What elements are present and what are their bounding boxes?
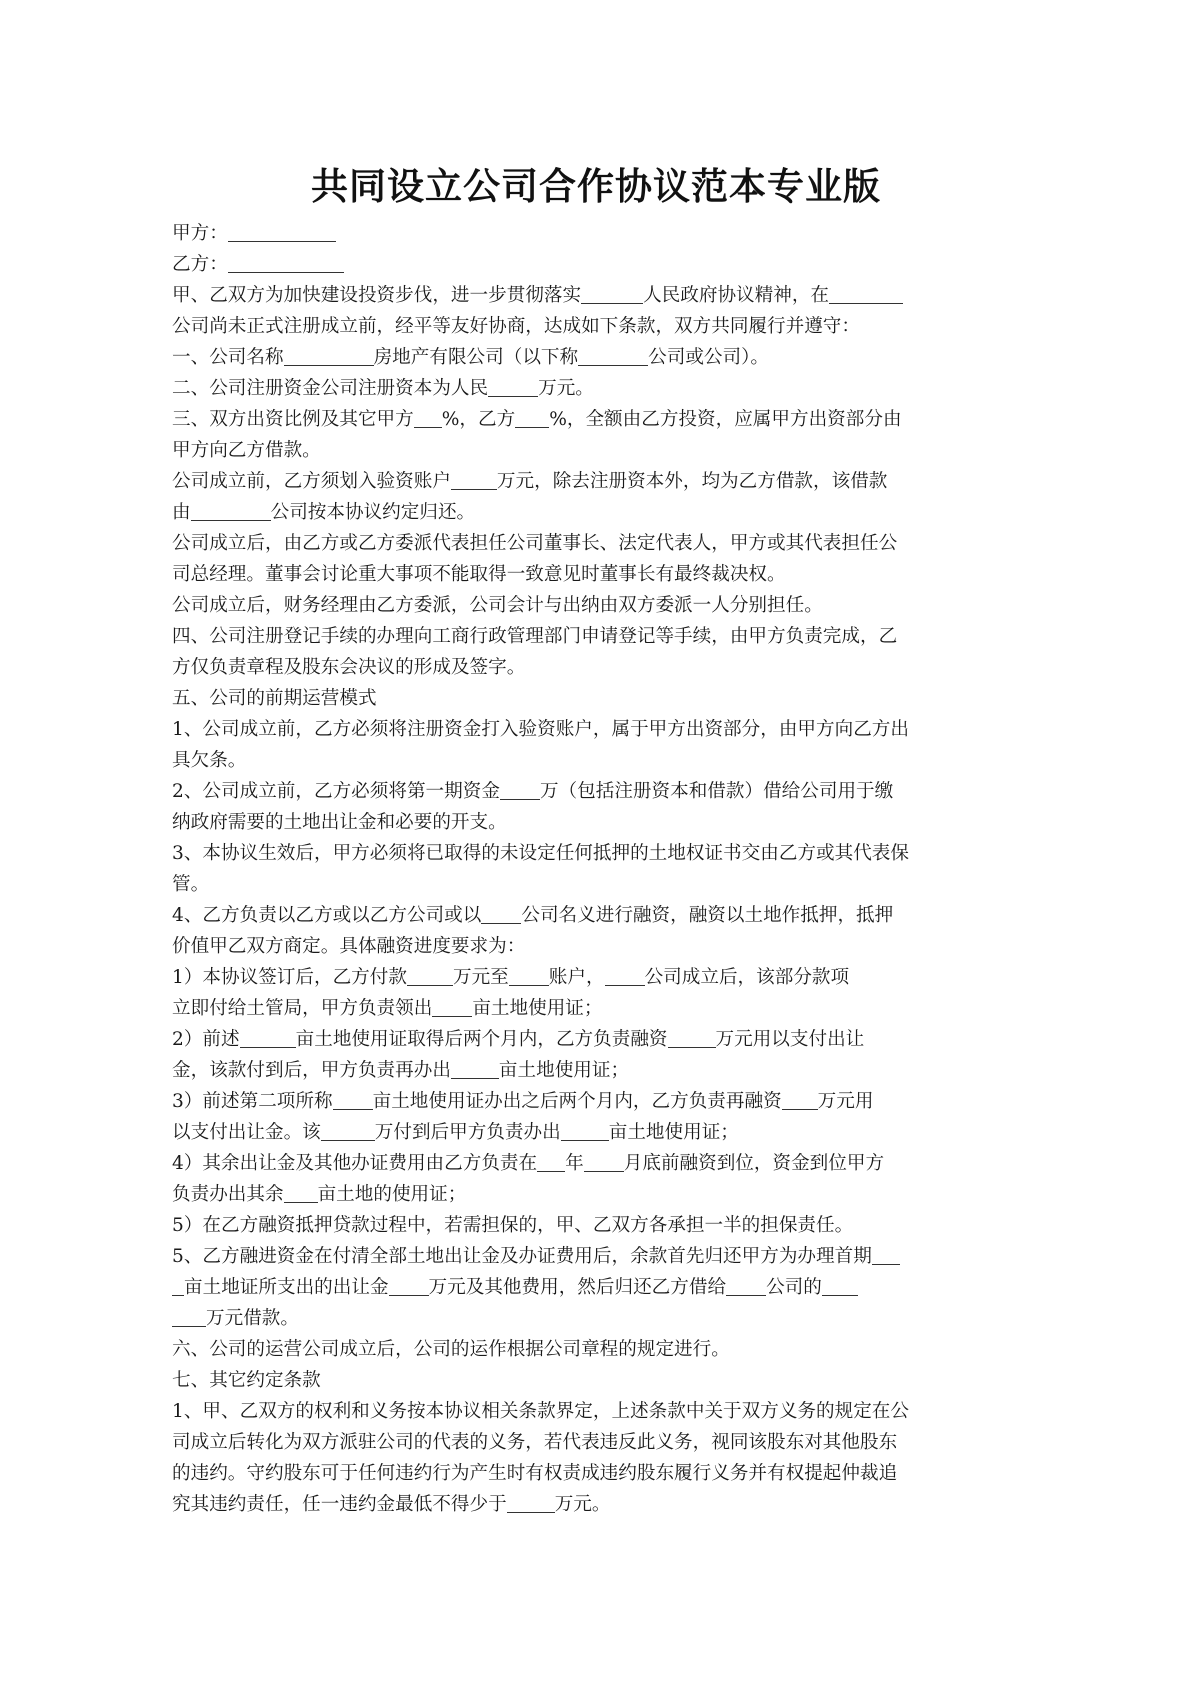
text-line [172, 1148, 1020, 1179]
text-segment: 万元用 [817, 1091, 874, 1112]
text-segment: 亩土地证所支出的出让金 [184, 1277, 389, 1298]
fill-in-blank [581, 283, 643, 304]
text-line [172, 683, 1020, 714]
text-segment: 公司按本协议约定归还。 [270, 502, 476, 523]
text-line [172, 249, 1020, 280]
text-segment: 万元用以支付出让 [715, 1029, 865, 1050]
text-line [172, 869, 1020, 900]
text-line [172, 807, 1020, 838]
text-segment: 1、公司成立前，乙方必须将注册资金打入验资账户，属于甲方出资部分，由甲方向乙方出 [172, 719, 909, 740]
text-segment: 2）前述 [172, 1029, 240, 1050]
text-segment: 甲、乙双方为加快建设投资步伐，进一步贯彻落实 [172, 285, 582, 306]
fill-in-blank [872, 1244, 900, 1265]
text-segment: 4、乙方负责以乙方或以乙方公司或以 [172, 905, 482, 926]
fill-in-blank [407, 965, 453, 986]
text-segment: 4）其余出让金及其他办证费用由乙方负责在 [172, 1153, 538, 1174]
text-segment: 立即付给土管局，甲方负责领出 [172, 998, 433, 1019]
fill-in-blank [333, 1089, 373, 1110]
text-segment: 5）在乙方融资抵押贷款过程中，若需担保的，甲、乙双方各承担一半的担保责任。 [172, 1215, 854, 1236]
fill-in-blank [668, 1027, 716, 1048]
text-segment: 公司尚未正式注册成立前，经平等友好协商，达成如下条款，双方共同履行并遵守： [172, 316, 860, 337]
fill-in-blank [500, 779, 540, 800]
fill-in-blank [537, 1151, 565, 1172]
text-segment: 公司或公司）。 [648, 347, 769, 368]
fill-in-blank [578, 345, 648, 366]
text-segment: 公司成立后，该部分款项 [644, 967, 850, 988]
text-segment: 房地产有限公司（以下称 [373, 347, 579, 368]
text-segment: %，乙方 [441, 409, 516, 430]
text-segment: 具欠条。 [172, 750, 247, 771]
text-segment: 司总经理。董事会讨论重大事项不能取得一致意见时董事长有最终裁决权。 [172, 564, 786, 585]
text-line [172, 1210, 1020, 1241]
text-line [172, 776, 1020, 807]
text-segment: 亩土地使用证取得后两个月内，乙方负责融资 [295, 1029, 668, 1050]
text-segment: 万元，除去注册资本外，均为乙方借款，该借款 [496, 471, 888, 492]
text-segment: 公司名义进行融资，融资以土地作抵押，抵押 [521, 905, 894, 926]
fill-in-blank [284, 345, 374, 366]
fill-in-blank [822, 1275, 858, 1296]
text-segment: 账户， [548, 967, 605, 988]
text-line [172, 466, 1020, 497]
text-line [172, 1086, 1020, 1117]
text-segment: 四、公司注册登记手续的办理向工商行政管理部门申请登记等手续，由甲方负责完成，乙 [172, 626, 898, 647]
text-line [172, 1396, 1020, 1427]
text-line [172, 1458, 1020, 1489]
text-segment: 公司的 [766, 1277, 822, 1298]
text-line [172, 1241, 1020, 1272]
text-segment: 年 [565, 1153, 584, 1174]
text-segment: 一、公司名称 [172, 347, 284, 368]
text-segment: 甲方： [172, 223, 228, 244]
fill-in-blank [782, 1089, 818, 1110]
fill-in-blank [228, 252, 344, 273]
text-segment: 五、公司的前期运营模式 [172, 688, 377, 709]
text-segment: 亩土地使用证； [498, 1060, 630, 1081]
text-line [172, 652, 1020, 683]
text-segment: 的违约。守约股东可于任何违约行为产生时有权责成违约股东履行义务并有权提起仲裁追 [172, 1463, 898, 1484]
text-line [172, 1365, 1020, 1396]
fill-in-blank [451, 1058, 499, 1079]
fill-in-blank [414, 407, 442, 428]
text-line [172, 1055, 1020, 1086]
text-line [172, 900, 1020, 931]
text-line [172, 218, 1020, 249]
fill-in-blank [284, 1182, 318, 1203]
text-segment: 1）本协议签订后，乙方付款 [172, 967, 407, 988]
fill-in-blank [451, 469, 497, 490]
fill-in-blank [321, 1120, 375, 1141]
text-segment: 3、本协议生效后，甲方必须将已取得的未设定任何抵押的土地权证书交由乙方或其代表保 [172, 843, 909, 864]
text-line [172, 1427, 1020, 1458]
text-segment: 究其违约责任，任一违约金最低不得少于 [172, 1494, 507, 1515]
text-line [172, 962, 1020, 993]
text-line [172, 1272, 1020, 1303]
text-line [172, 590, 1020, 621]
fill-in-blank [488, 376, 538, 397]
fill-in-blank [172, 1275, 184, 1296]
text-line [172, 1024, 1020, 1055]
fill-in-blank [228, 221, 336, 242]
text-segment: 万元。 [554, 1494, 611, 1515]
text-line [172, 404, 1020, 435]
fill-in-blank [561, 1120, 609, 1141]
text-line [172, 1303, 1020, 1334]
text-segment: 万付到后甲方负责办出 [374, 1122, 561, 1143]
text-segment: 2、公司成立前，乙方必须将第一期资金 [172, 781, 500, 802]
fill-in-blank [726, 1275, 766, 1296]
text-segment: 亩土地使用证； [472, 998, 603, 1019]
text-line [172, 1179, 1020, 1210]
text-segment: 亩土地的使用证； [317, 1184, 467, 1205]
fill-in-blank [584, 1151, 624, 1172]
text-segment: 月底前融资到位，资金到位甲方 [623, 1153, 885, 1174]
text-segment: 由 [172, 502, 191, 523]
text-segment: 3）前述第二项所称 [172, 1091, 333, 1112]
text-segment: 公司成立后，由乙方或乙方委派代表担任公司董事长、法定代表人，甲方或其代表担任公 [172, 533, 898, 554]
text-segment: %，全额由乙方投资，应属甲方出资部分由 [549, 409, 902, 430]
text-line [172, 373, 1020, 404]
text-segment: 二、公司注册资金公司注册资本为人民 [172, 378, 489, 399]
text-line [172, 838, 1020, 869]
document-body [172, 218, 1020, 1520]
text-line [172, 435, 1020, 466]
text-segment: 万元及其他费用，然后归还乙方借给 [428, 1277, 727, 1298]
text-line [172, 559, 1020, 590]
text-segment: 以支付出让金。该 [172, 1122, 321, 1143]
text-segment: 1、甲、乙双方的权利和义务按本协议相关条款界定，上述条款中关于双方义务的规定在公 [172, 1401, 909, 1422]
fill-in-blank [389, 1275, 429, 1296]
fill-in-blank [481, 903, 521, 924]
fill-in-blank [605, 965, 645, 986]
text-segment: 万元至 [452, 967, 509, 988]
text-segment: 三、双方出资比例及其它甲方 [172, 409, 414, 430]
text-segment: 公司成立前，乙方须划入验资账户 [172, 471, 451, 492]
text-line [172, 931, 1020, 962]
fill-in-blank [172, 1306, 206, 1327]
document-title: 共同设立公司合作协议范本专业版 [311, 165, 881, 208]
fill-in-blank [432, 996, 472, 1017]
text-segment: 价值甲乙双方商定。具体融资进度要求为： [172, 936, 526, 957]
text-segment: 人民政府协议精神，在 [643, 285, 830, 306]
text-line [172, 1117, 1020, 1148]
text-segment: 纳政府需要的土地出让金和必要的开支。 [172, 812, 507, 833]
text-line [172, 1334, 1020, 1365]
text-line [172, 714, 1020, 745]
text-line [172, 497, 1020, 528]
text-segment: 甲方向乙方借款。 [172, 440, 321, 461]
text-segment: 亩土地使用证办出之后两个月内，乙方负责再融资 [372, 1091, 782, 1112]
fill-in-blank [191, 500, 271, 521]
text-segment: 管。 [172, 874, 210, 895]
text-segment: 金，该款付到后，甲方负责再办出 [172, 1060, 451, 1081]
text-line [172, 280, 1020, 311]
text-line [172, 528, 1020, 559]
text-segment: 乙方： [172, 254, 228, 275]
fill-in-blank [829, 283, 903, 304]
text-line [172, 1489, 1020, 1520]
text-segment: 六、公司的运营公司成立后，公司的运作根据公司章程的规定进行。 [172, 1339, 730, 1360]
text-line [172, 342, 1020, 373]
text-segment: 万（包括注册资本和借款）借给公司用于缴 [539, 781, 894, 802]
text-segment: 七、其它约定条款 [172, 1370, 321, 1391]
text-segment: 万元。 [538, 378, 594, 399]
fill-in-blank [509, 965, 549, 986]
text-segment: 5、乙方融进资金在付清全部土地出让金及办证费用后，余款首先归还甲方为办理首期 [172, 1246, 872, 1267]
text-segment: 万元借款。 [206, 1308, 299, 1329]
text-segment: 公司成立后，财务经理由乙方委派，公司会计与出纳由双方委派一人分别担任。 [172, 595, 823, 616]
text-line [172, 993, 1020, 1024]
text-segment: 司成立后转化为双方派驻公司的代表的义务，若代表违反此义务，视同该股东对其他股东 [172, 1432, 898, 1453]
fill-in-blank [515, 407, 549, 428]
fill-in-blank [240, 1027, 296, 1048]
text-line [172, 311, 1020, 342]
text-line [172, 745, 1020, 776]
text-line [172, 621, 1020, 652]
fill-in-blank [507, 1492, 555, 1513]
text-segment: 负责办出其余 [172, 1184, 284, 1205]
text-segment: 亩土地使用证； [608, 1122, 739, 1143]
text-segment: 方仅负责章程及股东会决议的形成及签字。 [172, 657, 526, 678]
